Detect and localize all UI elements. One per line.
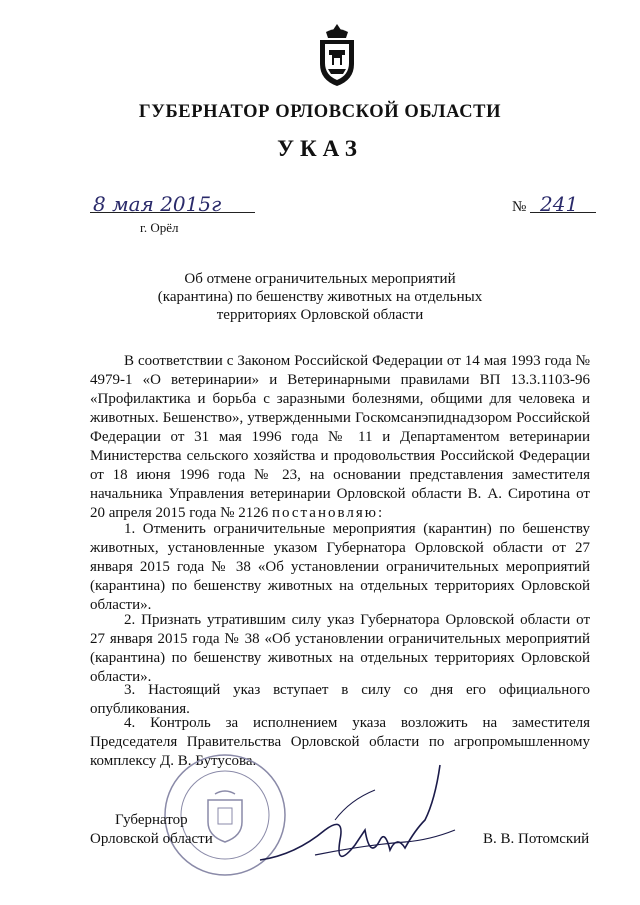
subject-line: территориях Орловской области <box>216 307 424 323</box>
handwritten-number: 241 <box>540 192 579 216</box>
document-type: УКАЗ <box>277 136 363 161</box>
decree-item <box>90 611 590 687</box>
decree-item-text: 3. Настоящий указ вступает в силу со дня его официального опубликования. <box>90 682 590 717</box>
preamble-paragraph <box>90 352 590 523</box>
decree-item-text: 1. Отменить ограничительные мероприятия (карантин) по бешенству животных, установленные указом Губернатора Орловской области от 27 января 2015 года № 38 «Об установлении ограничительных мероприятий (карантина) по бешенству животных на отдельных территориях Орловской области». <box>90 521 590 613</box>
decree-item-text: 2. Признать утратившим силу указ Губернатора Орловской области от 27 января 2015 года № 38 «Об установлении ограничительных мероприятий (карантина) по бешенству животных на отдельных территориях Орловской области». <box>90 612 590 685</box>
issuer-title: ГУБЕРНАТОР ОРЛОВСКОЙ ОБЛАСТИ <box>138 102 502 122</box>
document-subject <box>0 270 640 324</box>
signatory-title-line1: Губернатор <box>115 812 188 828</box>
decree-item <box>90 520 590 615</box>
city: г. Орёл <box>140 220 179 235</box>
subject-line: (карантина) по бешенству животных на отдельных <box>157 289 483 305</box>
decree-word: постановляю: <box>271 505 385 521</box>
handwritten-signature-icon <box>255 760 475 880</box>
signatory-title-line2: Орловской области <box>90 831 213 847</box>
decree-item-text: 4. Контроль за исполнением указа возложить на заместителя Председателя Правительства Орловской области по агропромышленному комплексу Д. В. Бутусова. <box>90 715 590 769</box>
coat-of-arms-icon <box>312 22 362 88</box>
signatory-name: В. В. Потомский <box>483 831 590 847</box>
preamble-text: В соответствии с Законом Российской Федерации от 14 мая 1993 года № 4979-1 «О ветеринарии» и Ветеринарными правилами ВП 13.3.1103-96 «Профилактика и борьба с заразными болезнями, общими для человека и животных. Бешенство», утвержденными Госкомсанэпиднадзором Российской Федерации от 31 мая 1996 года № 11 и Департаментом ветеринарии Министерства сельского хозяйства и продовольствия Российской Федерации от 18 июня 1996 года № 23, на основании представления заместителя начальника Управления ветеринарии Орловской области В. А. Сиротина от 20 апреля 2015 года № 2126 <box>90 353 590 521</box>
subject-line: Об отмене ограничительных мероприятий <box>184 271 456 287</box>
number-label: № <box>512 199 527 215</box>
handwritten-date: 8 мая 2015г <box>93 192 222 216</box>
